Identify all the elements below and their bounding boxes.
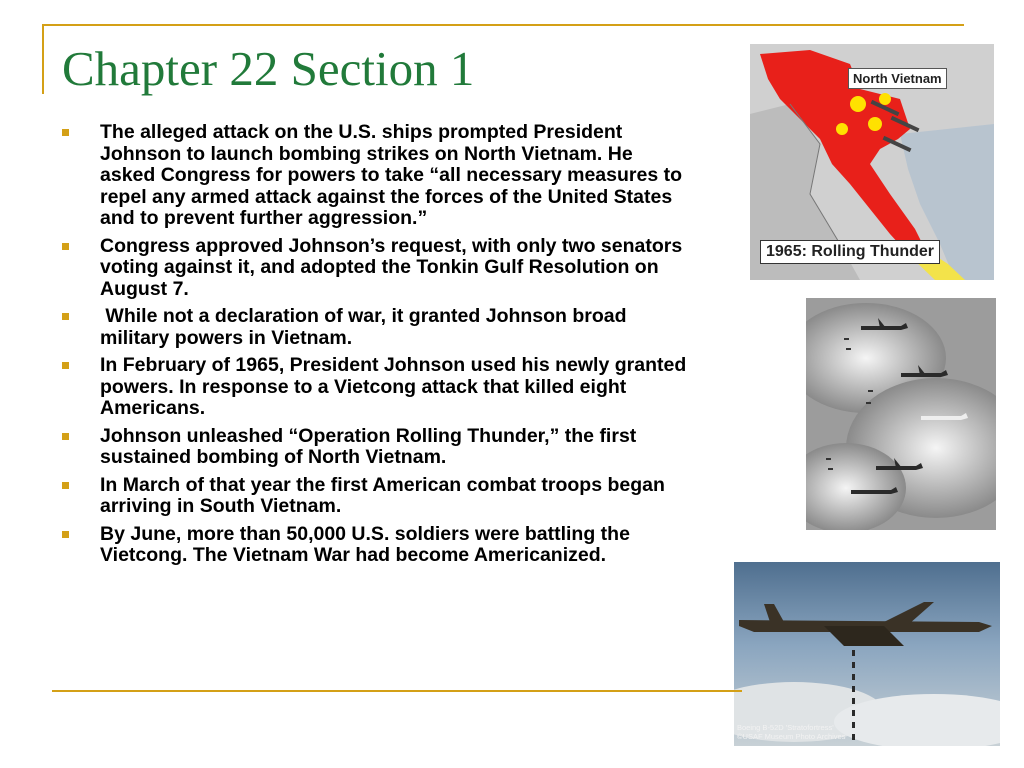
north-vietnam-map-image — [750, 44, 994, 280]
map-label-north-vietnam: North Vietnam — [848, 68, 947, 89]
bullet-item — [62, 426, 692, 469]
bombers-in-smoke-photo — [806, 298, 996, 530]
bullet-item — [62, 306, 692, 349]
bullet-square-icon — [62, 313, 69, 320]
bottom-divider — [52, 690, 742, 692]
bullet-text: Johnson unleashed “Operation Rolling Thunder,” the first sustained bombing of North Vietnam. — [100, 424, 637, 468]
caption-line-1: Boeing B-52D 'Stratofortress' — [737, 723, 834, 732]
bullet-text: By June, more than 50,000 U.S. soldiers were battling the Vietcong. The Vietnam War had become Americanized. — [100, 522, 630, 566]
caption-line-2: ©USAF Museum Photo Archives — [737, 731, 846, 741]
bullet-text: In February of 1965, President Johnson used his newly granted powers. In response to a Vietcong attack that killed eight Americans. — [100, 354, 687, 419]
slide-title: Chapter 22 Section 1 — [62, 41, 475, 96]
bullet-item — [62, 236, 692, 301]
bullet-item — [62, 355, 692, 420]
bullet-square-icon — [62, 433, 69, 440]
bullet-text: The alleged attack on the U.S. ships prompted President Johnson to launch bombing strikes on North Vietnam. He asked Congress for powers to take “all necessary measures to repel any armed attack against the forces of the United States and to prevent further aggression.” — [100, 121, 683, 229]
bullet-square-icon — [62, 531, 69, 538]
bullet-text: In March of that year the first American combat troops began arriving in South Vietnam. — [100, 473, 665, 517]
bullet-item — [62, 122, 692, 230]
bullet-square-icon — [62, 243, 69, 250]
photo-caption — [737, 724, 845, 741]
bombers-illustration — [806, 298, 996, 530]
top-divider — [42, 24, 964, 26]
bullet-item — [62, 475, 692, 518]
map-label-rolling-thunder: 1965: Rolling Thunder — [760, 240, 940, 264]
bullet-list — [62, 122, 692, 573]
bullet-text: While not a declaration of war, it granted Johnson broad military powers in Vietnam. — [100, 305, 632, 349]
b52-illustration — [734, 562, 1000, 746]
bullet-text: Congress approved Johnson’s request, with only two senators voting against it, and adopted the Tonkin Gulf Resolution on August 7. — [100, 234, 683, 300]
bullet-square-icon — [62, 129, 69, 136]
bullet-item — [62, 524, 692, 567]
bullet-square-icon — [62, 362, 69, 369]
bullet-square-icon — [62, 482, 69, 489]
b52-bomber-photo — [734, 562, 1000, 746]
left-divider — [42, 24, 44, 94]
